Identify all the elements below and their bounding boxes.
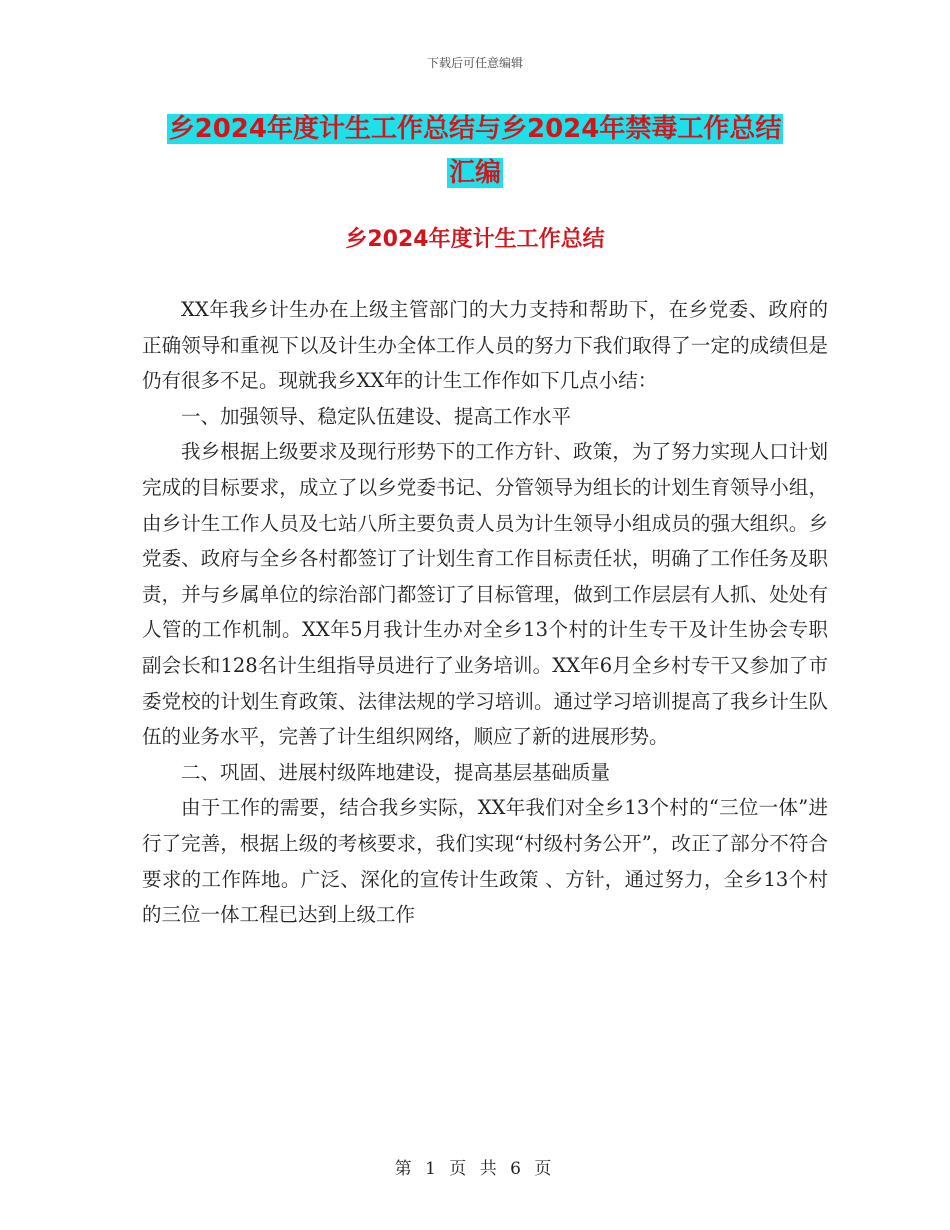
document-title-line-2: 汇编 [448, 158, 501, 188]
paragraph-one: 我乡根据上级要求及现行形势下的工作方针、政策，为了努力实现人口计划完成的目标要求，成立了以乡党委书记、分管领导为组长的计划生育领导小组，由乡计生工作人员及七站八所主要负责人员为计生领导小组成员的强大组织。乡党委、政府与全乡各村都签订了计划生育工作目标责任状，明确了工作任务及职责，并与乡属单位的综治部门都签订了目标管理，做到工作层层有人抓、处处有人管的工作机制。XX年5月我计生办对全乡13个村的计生专干及计生协会专职副会长和128名计生组指导员进行了业务培训。XX年6月全乡村专干又参加了市委党校的计划生育政策、法律法规的学习培训。通过学习培训提高了我乡计生队伍的业务水平，完善了计生组织网络，顺应了新的进展形势。 [142, 440, 828, 749]
header-note: 下载后可任意编辑 [426, 56, 523, 70]
paragraph-two: 由于工作的需要，结合我乡实际，XX年我们对全乡13个村的“三位一体”进行了完善，根据上级的考核要求，我们实现“村级村务公开”，改正了部分不符合要求的工作阵地。广泛、深化的宣传计生政策 、方针，通过努力，全乡13个村的三位一体工程已达到上级工作 [142, 796, 828, 927]
section-title: 乡2024年度计生工作总结 [345, 227, 605, 252]
paragraph-intro: XX年我乡计生办在上级主管部门的大力支持和帮助下，在乡党委、政府的正确领导和重视下以及计生办全体工作人员的努力下我们取得了一定的成绩但是仍有很多不足。现就我乡XX年的计生工作作如下几点小结： [142, 298, 828, 393]
page-footer: 第 1 页 共 6 页 [394, 1159, 556, 1179]
heading-two: 二、巩固、进展村级阵地建设，提高基层基础质量 [181, 760, 611, 784]
heading-one: 一、加强领导、稳定队伍建设、提高工作水平 [181, 404, 572, 428]
document-title-line-1: 乡2024年度计生工作总结与乡2024年禁毒工作总结 [168, 114, 782, 144]
body-text [142, 292, 828, 933]
